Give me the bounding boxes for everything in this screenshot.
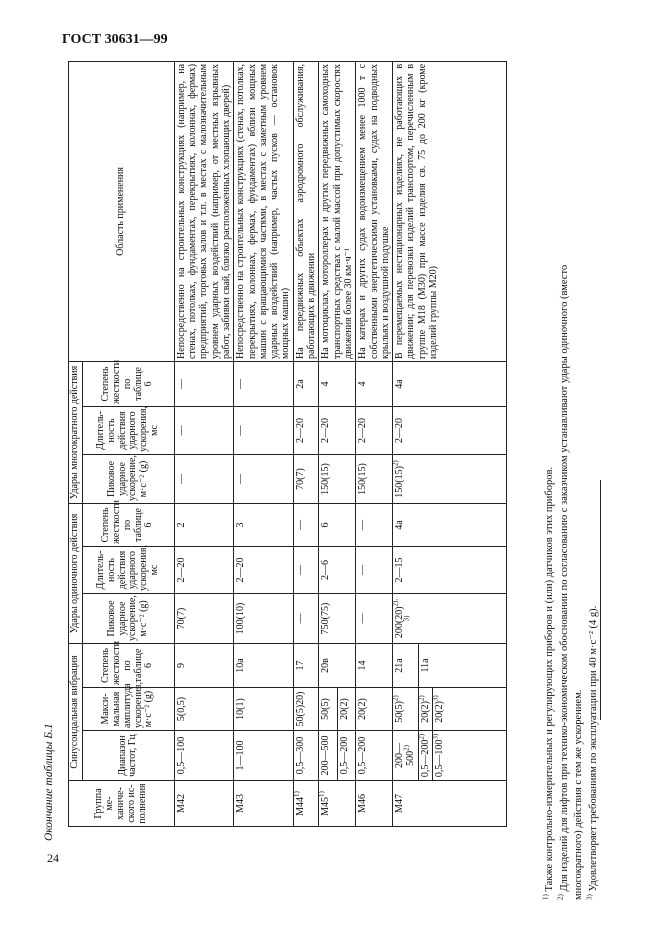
multi-peak-cell: $150(15)^{2)}$ — [393, 454, 507, 503]
multi-peak-cell: 150(15) — [319, 454, 356, 503]
max-ampl-header: Макси-мальная амплитуда ускорения, м·с⁻² (g) — [82, 688, 174, 731]
multi-peak-cell: — — [174, 454, 233, 503]
single-peak-header: Пиковое ударное ускорение, м·с⁻² (g) — [82, 594, 174, 644]
footnote-2-continuation: многократного) действия с тем же ускорением. — [573, 689, 584, 900]
area-cell: Непосредственно на строительных конструкциях (например, на стенах, потолках, фундаментах, перекрытиях, колоннах, фермах) предприятий, торговых залов и т.п. в местах с малозначительным уровнем ударных воздействий (например, от местных взрывных работ, забивки свай, близко расположенных хлопающих дверей) — [174, 61, 233, 361]
multi-severity-header: Степень жесткости по таблице 6 — [82, 361, 174, 406]
multi-duration-cell: — — [234, 406, 293, 454]
single-peak-cell: 750(75) — [319, 594, 356, 644]
ampl-cell: 5(0,5) — [174, 688, 233, 731]
single-duration-cell: 2—20 — [174, 547, 233, 594]
single-peak-cell: 100(10) — [234, 594, 293, 644]
document-id: ГОСТ 30631—99 — [62, 32, 168, 47]
ampl-cell: $20(2)^{2)}$ — [418, 688, 432, 731]
table-caption: Окончание таблицы Б.1 — [43, 723, 55, 841]
single-peak-cell: — — [293, 594, 319, 644]
group-cell: М45$^{1)}$ — [319, 781, 356, 827]
single-peak-cell: $200(20)^{2), 3)}$ — [393, 594, 507, 644]
single-duration-cell: — — [356, 547, 393, 594]
area-cell: На мотоциклах, мотороллерах и других передвижных самоходных транспортных средствах с малой массой при допустимых скоростях движения более 30 км·ч⁻¹ — [319, 61, 356, 361]
multi-duration-cell: — — [174, 406, 233, 454]
table-row — [234, 61, 293, 826]
severity-cell: 14 — [356, 644, 393, 688]
severity-cell: 17 — [293, 644, 319, 688]
freq-range-header: Диапазон частот, Гц — [82, 731, 174, 781]
multi-severity-cell: 4а — [393, 361, 507, 406]
single-severity-cell: — — [293, 503, 319, 546]
table-row — [393, 61, 419, 826]
table-row — [293, 61, 319, 826]
single-duration-header: Длитель-ность действия ударного ускорения, мс — [82, 547, 174, 594]
single-peak-cell: — — [356, 594, 393, 644]
freq-cell: 0,5—200 — [337, 731, 355, 781]
multi-duration-cell: 2—20 — [393, 406, 507, 454]
footnote-2: $^{2)}$ Для изделий для лифтов при технико-экономическом обосновании по согласованию с заказчиком устанавливают удары одиночного (вместо — [556, 264, 570, 900]
single-duration-cell: 2—15 — [393, 547, 507, 594]
footnote-1: $^{1)}$ Также контрольно-измерительных и регулирующих приборов и (или) датчиков этих приборов. — [541, 466, 555, 900]
single-severity-cell: 6 — [319, 503, 356, 546]
single-duration-cell: 2—6 — [319, 547, 356, 594]
multi-duration-cell: 2—20 — [356, 406, 393, 454]
freq-cell: 0,5—300 — [293, 731, 319, 781]
single-severity-header: Степень жесткости по таблице 6 — [82, 503, 174, 546]
ampl-cell: $50(5)^{2)}$ — [393, 688, 419, 731]
freq-cell: 0,5—100 — [174, 731, 233, 781]
area-cell: В перемещаемых нестационарных изделиях, не работающих в движении; для перевозки изделий транспортом, перечисленным в группе М18 (М30) при массе изделия св. 75 до 200 кг (кроме изделий группы М20) — [393, 61, 507, 361]
single-peak-cell: 70(7) — [174, 594, 233, 644]
ampl-cell: 20(2) — [337, 688, 355, 731]
freq-cell: 1—100 — [234, 731, 293, 781]
multi-peak-cell: 150(15) — [356, 454, 393, 503]
severity-header: Степень жесткости по таблице 6 — [82, 644, 174, 688]
multi-peak-header: Пиковое ударное ускорение, м·с⁻² (g) — [82, 454, 174, 503]
single-shock-header: Удары одиночного действия — [69, 503, 83, 643]
multi-duration-header: Длитель-ность действия ударного ускорения, мс — [82, 406, 174, 454]
multi-severity-cell: 2а — [293, 361, 319, 406]
severity-cell: 21а — [393, 644, 419, 688]
freq-cell: 0,5—100$^{3)}$ — [433, 731, 507, 781]
sin-vib-header: Синусоидальная вибрация — [69, 644, 83, 781]
group-cell: М43 — [234, 781, 293, 827]
ampl-cell: $20(2)^{3)}$ — [433, 688, 507, 731]
area-cell: Непосредственно на строительных конструкциях (стенах, потолках, перекрытиях, колоннах, фермах, фундаментах) вблизи мощных машин с вращающимися частями, в местах с заметным уровнем ударных воздействий (например, частых пусков — остановок мощных машин) — [234, 61, 293, 361]
ampl-cell: 10(1) — [234, 688, 293, 731]
severity-cell: 10а — [234, 644, 293, 688]
table-row — [356, 61, 393, 826]
ampl-cell: 50(5) — [319, 688, 337, 731]
severity-cell: 11а — [418, 644, 506, 688]
freq-cell: 0,5—200 — [356, 731, 393, 781]
group-cell: М44$^{1)}$ — [293, 781, 319, 827]
area-cell: На катерах и других судах водоизмещением менее 1000 т с собственными энергетическими установками, судах на подводных крыльях и воздушной подушке — [356, 61, 393, 361]
freq-cell: 200—500$^{2)}$ — [393, 731, 419, 781]
multi-shock-header: Удары многократного действия — [69, 361, 83, 503]
ampl-cell: 20(2) — [356, 688, 393, 731]
group-cell: М42 — [174, 781, 233, 827]
col-group-header: Группа ме-ханиче-ского ис-полнения — [69, 781, 175, 827]
table-row — [319, 61, 337, 826]
group-cell: М47 — [393, 781, 507, 827]
shock-vibration-table — [68, 61, 507, 827]
footnote-separator — [600, 480, 601, 720]
multi-peak-cell: — — [234, 454, 293, 503]
freq-cell: 0,5—200$^{2)}$ — [418, 731, 432, 781]
severity-cell: 20в — [319, 644, 356, 688]
area-header: Область применения — [69, 61, 175, 361]
multi-severity-cell: 4 — [356, 361, 393, 406]
table-row — [174, 61, 233, 826]
footnote-3: $^{3)}$ Удовлетворяет требованиям по эксплуатации при 40 м·с⁻² (4 g). — [585, 605, 599, 900]
freq-cell: 200—500 — [319, 731, 337, 781]
multi-duration-cell: 2—20 — [293, 406, 319, 454]
area-cell: На передвижных объектах аэродромного обслуживания, работающих в движении — [293, 61, 319, 361]
page-number: 24 — [47, 851, 59, 865]
multi-peak-cell: 70(7) — [293, 454, 319, 503]
severity-cell: 9 — [174, 644, 233, 688]
single-severity-cell: — — [356, 503, 393, 546]
ampl-cell: 50(5)20) — [293, 688, 319, 731]
multi-severity-cell: — — [234, 361, 293, 406]
multi-severity-cell: — — [174, 361, 233, 406]
single-severity-cell: 2 — [174, 503, 233, 546]
multi-severity-cell: 4 — [319, 361, 356, 406]
single-severity-cell: 4а — [393, 503, 507, 546]
multi-duration-cell: 2—20 — [319, 406, 356, 454]
group-cell: М46 — [356, 781, 393, 827]
single-severity-cell: 3 — [234, 503, 293, 546]
single-duration-cell: — — [293, 547, 319, 594]
single-duration-cell: 2—20 — [234, 547, 293, 594]
